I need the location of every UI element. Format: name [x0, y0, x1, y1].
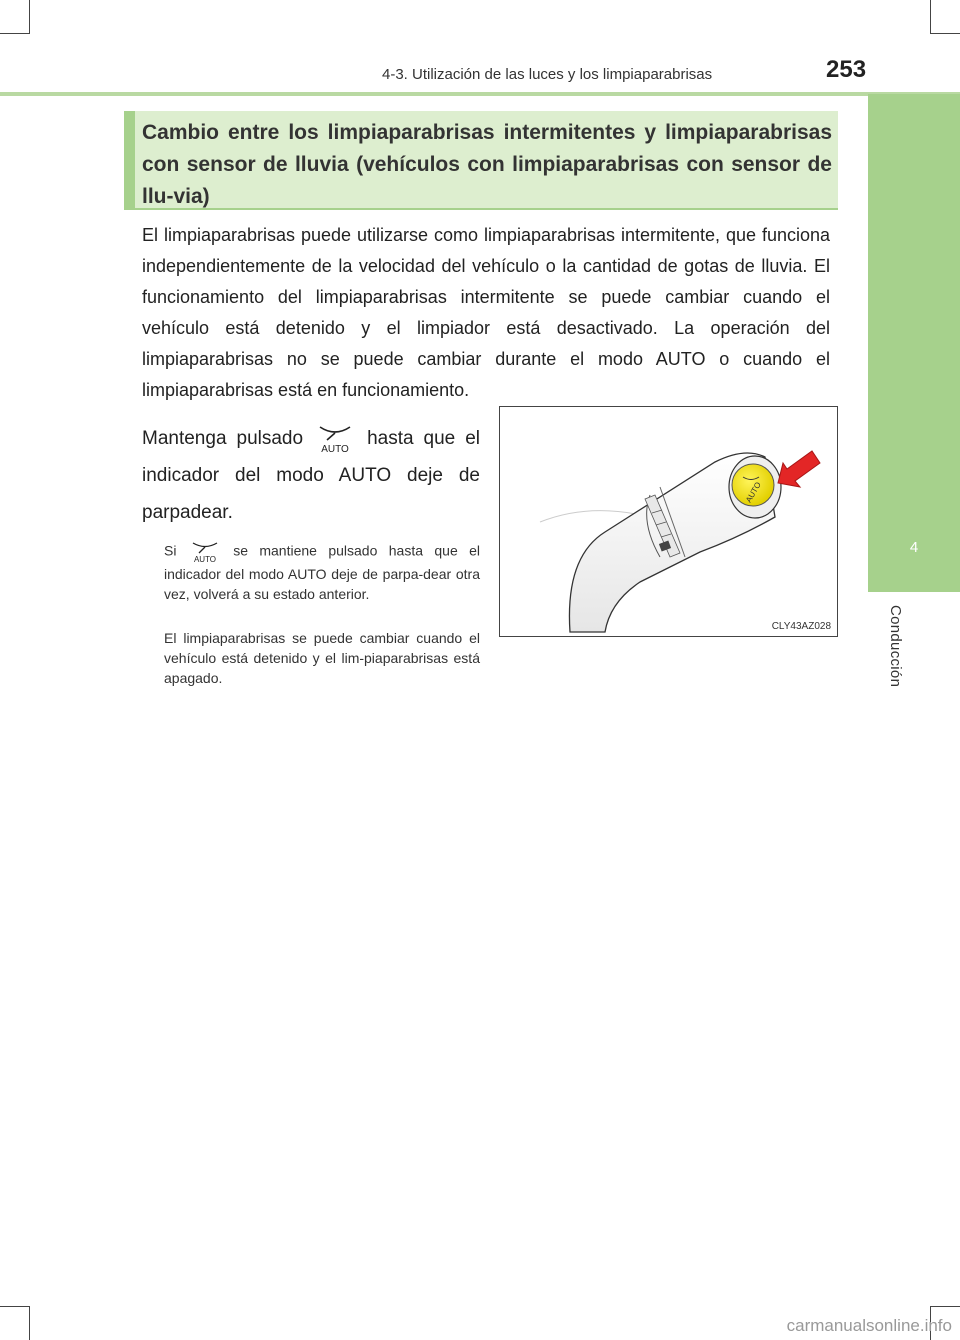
crop-mark [0, 1306, 30, 1307]
instruction-step [142, 420, 480, 531]
instruction-text-after: hasta que el indicador del modo AUTO deje de parpadear. [142, 428, 481, 523]
wiper-auto-icon [313, 423, 357, 455]
figure-code: CLY43AZ028 [771, 621, 831, 632]
wiper-lever-illustration [500, 407, 837, 636]
wiper-auto-icon [188, 540, 222, 564]
body-paragraph: El limpiaparabrisas puede utilizarse como limpiaparabrisas intermitente, que funciona independientemente de la velocidad del vehículo o la cantidad de gotas de lluvia. El funcionamiento del limpiaparabrisas intermitente se puede cambiar cuando el vehículo está detenido y el limpiador está desactivado. La operación del limpiaparabrisas no se puede cambiar durante el modo AUTO o cuando el limpiaparabrisas está en funcionamiento. [142, 225, 830, 400]
note-text-before: Si [164, 542, 177, 559]
crop-mark [930, 1306, 960, 1307]
heading-accent-bar [124, 111, 135, 208]
wiper-icon-label: AUTO [193, 555, 216, 564]
crop-mark [29, 1306, 30, 1340]
chapter-label: Conducción [887, 605, 904, 688]
section-title: 4-3. Utilización de las luces y los limpiaparabrisas [382, 66, 713, 83]
red-arrow-indicator [778, 451, 820, 487]
crop-mark [0, 33, 30, 34]
page-number: 253 [826, 56, 867, 83]
note-item [164, 540, 480, 604]
chapter-number: 4 [909, 539, 919, 556]
wiper-icon-label: AUTO [321, 443, 349, 455]
crop-mark [930, 33, 960, 34]
section-heading-box [124, 111, 838, 210]
auto-button-label: AUTO [744, 480, 763, 505]
instruction-text-before: Mantenga pulsado [142, 428, 304, 449]
chapter-side-tab [868, 94, 960, 592]
crop-mark [930, 0, 931, 34]
wiper-lever-figure [499, 406, 838, 637]
watermark: carmanualsonline.info [786, 1316, 952, 1335]
note-text-after: se mantiene pulsado hasta que el indicador del modo AUTO deje de parpa-dear otra vez, volverá a su estado anterior. [164, 542, 480, 602]
note-item: El limpiaparabrisas se puede cambiar cuando el vehículo está detenido y el lim-piaparabrisas está apagado. [164, 630, 480, 686]
crop-mark [29, 0, 30, 34]
section-heading: Cambio entre los limpiaparabrisas intermitentes y limpiaparabrisas con sensor de lluvia (vehículos con limpiaparabrisas con sensor de llu-via) [142, 121, 832, 208]
header-rule [0, 92, 960, 96]
